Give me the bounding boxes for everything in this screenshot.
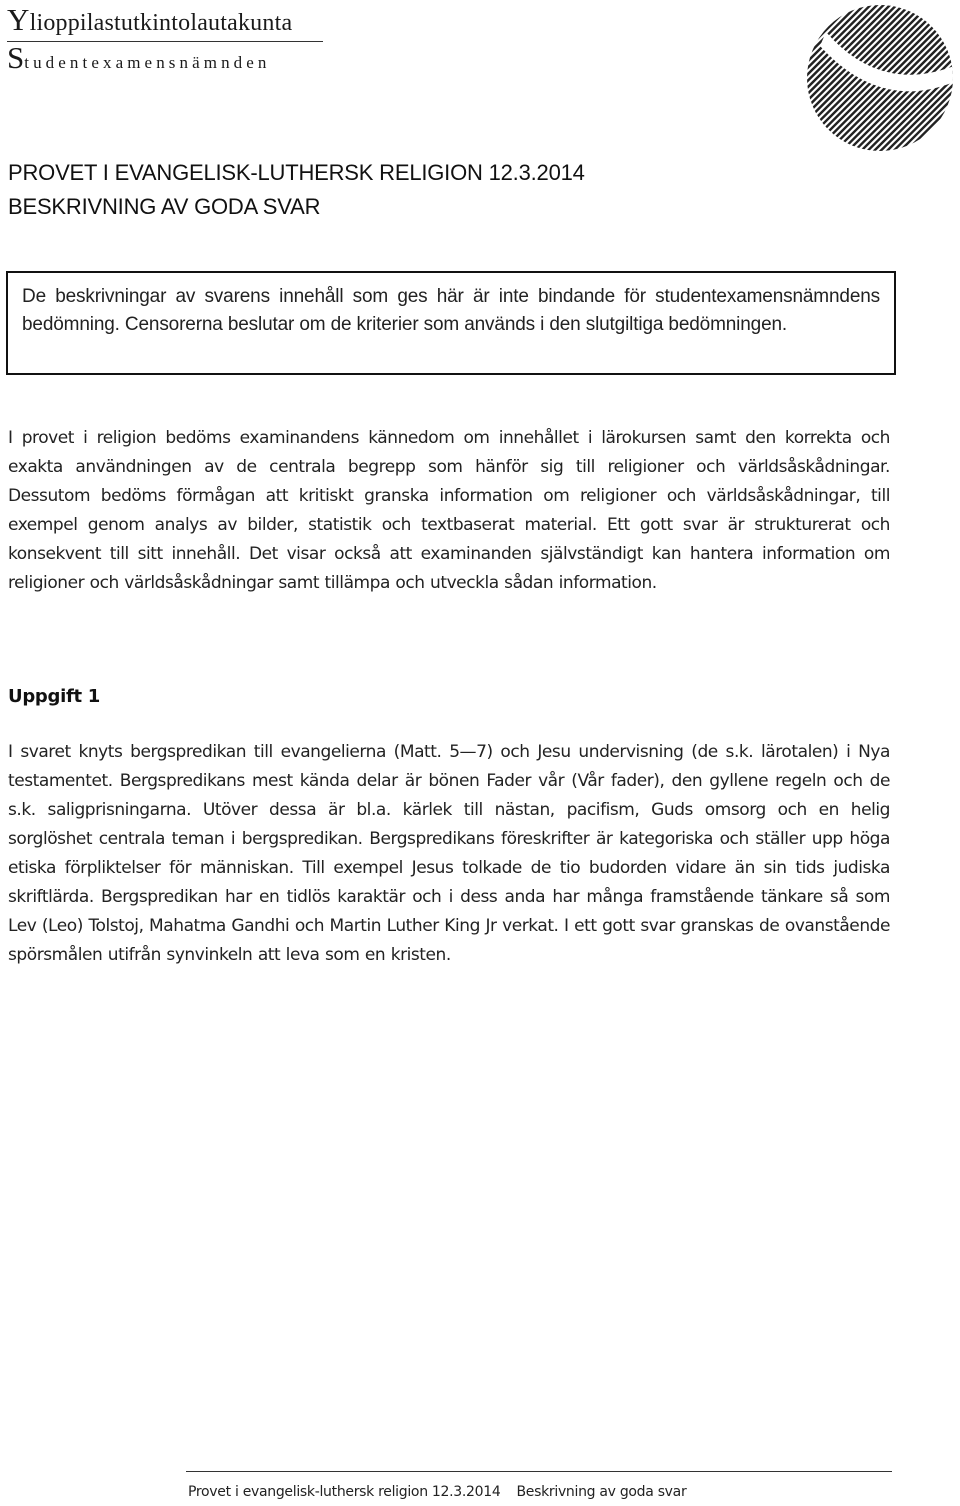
- intro-paragraph: I provet i religion bedöms examinandens kännedom om innehållet i lärokursen samt den korrekta och exakta användningen av de centrala begrepp som hänför sig till religioner och världsåskådningar. Dessutom bedöms förmågan att kritiskt granska information om religioner och världsåskådningar, till exempel genom analys av bilder, statistik och textbaserat material. Ett gott svar är strukturerat och konsekvent till sitt innehåll. Det visar också att examinanden självständigt kan hantera information om religioner och världsåskådningar samt tillämpa och utveckla sådan information.: [8, 428, 890, 593]
- letterhead-finnish-name: [7, 2, 337, 37]
- letterhead-swedish-name: [7, 40, 337, 76]
- letterhead-finnish-rest: lioppilastutkintolautakunta: [29, 10, 293, 36]
- letterhead: [7, 2, 337, 76]
- title-line-2: BESKRIVNING AV GODA SVAR: [8, 194, 321, 219]
- letterhead-swedish-rest: tudentexamensnämnden: [24, 53, 271, 72]
- footer-divider: [186, 1471, 892, 1472]
- letterhead-finnish-initial: Y: [7, 2, 30, 37]
- footer-doc-type: Beskrivning av goda svar: [516, 1484, 687, 1500]
- document-title: [8, 156, 585, 224]
- hatched-circle-logo-icon: [806, 2, 954, 154]
- letterhead-swedish-initial: S: [7, 40, 25, 75]
- disclaimer-text: De beskrivningar av svarens innehåll som ges här är inte bindande för studentexamensnämndens bedömning. Censorerna beslutar om de kriterier som används i den slutgiltiga bedömningen.: [22, 286, 880, 335]
- letterhead-divider: [7, 41, 323, 42]
- disclaimer-box: [6, 271, 896, 375]
- task-1-paragraph: I svaret knyts bergspredikan till evangelierna (Matt. 5—7) och Jesu undervisning (de s.k. lärotalen) i Nya testamentet. Bergspredikans mest kända delar är bönen Fader vår (Vår fader), den gyllene regeln och de s.k. saligprisningarna. Utöver dessa är bl.a. kärlek till nästan, pacifism, Guds omsorg och en helig sorglöshet centrala teman i bergspredikan. Bergspredikans föreskrifter är kategoriska och ställer upp höga etiska förpliktelser för människan. Till exempel Jesus tolkade de tio budorden vidare än sin tids judiska skriftlärda. Bergspredikan har en tidlös karaktär och i dess anda har många framstående tänkare så som Lev (Leo) Tolstoj, Mahatma Gandhi och Martin Luther King Jr verkat. I ett gott svar granskas de ovanstående spörsmålen utifrån synvinkeln att leva som en kristen.: [8, 742, 890, 965]
- title-line-1: PROVET I EVANGELISK-LUTHERSK RELIGION 12.3.2014: [8, 160, 585, 185]
- footer-exam-name: Provet i evangelisk-luthersk religion 12.3.2014: [188, 1484, 501, 1500]
- page-footer: [188, 1482, 686, 1502]
- task-1-heading: Uppgift 1: [8, 686, 100, 707]
